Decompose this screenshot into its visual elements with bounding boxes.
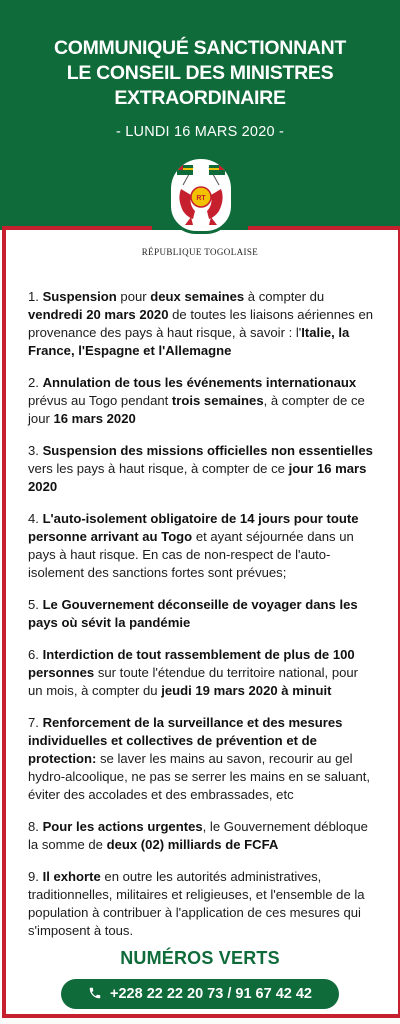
measure-text-run: 5. (28, 597, 43, 612)
measure-text-run: 3. (28, 443, 43, 458)
measure-item-9 (28, 868, 376, 940)
numeros-verts-heading: NUMÉROS VERTS (120, 948, 280, 968)
measure-item-7 (28, 714, 376, 804)
measure-text-run: et ayant séjournée dans un pays à haut risque. En cas de non-respect de l'auto-isolement des sanctions fortes sont prévues; (28, 529, 354, 580)
measure-item-1 (28, 288, 376, 360)
measure-text-run: 1. (28, 289, 43, 304)
measure-text-run: L'auto-isolement obligatoire de 14 jours pour toute personne arrivant au Togo (28, 511, 359, 544)
page-title (0, 36, 400, 111)
togo-coat-of-arms-icon (168, 156, 234, 234)
measure-text-run: 6. (28, 647, 43, 662)
measure-item-4 (28, 510, 376, 582)
measure-text-run: prévus au Togo pendant (28, 393, 172, 408)
measure-text-run: 2. (28, 375, 43, 390)
title-line-2: LE CONSEIL DES MINISTRES (66, 62, 334, 84)
title-line-3: EXTRAORDINAIRE (114, 87, 286, 109)
republique-caption: RÉPUBLIQUE TOGOLAISE (141, 247, 259, 257)
measure-text-run: se laver les mains au savon, recourir au gel hydro-alcoolique, ne pas se serrer les mains en se saluant, éviter des accolades et des embrassades, etc (28, 751, 371, 802)
measure-text-run: à compter du (244, 289, 325, 304)
measure-text-run: 8. (28, 819, 43, 834)
measure-text-run: de toutes les liaisons aériennes en provenance des pays à haut risque, à savoir : l' (28, 307, 374, 340)
measure-text-run: trois semaines (171, 393, 264, 408)
measure-text-run: sur toute l'étendue du territoire national, pour un mois, à compter du (28, 665, 359, 698)
measure-text-run: Il exhorte (42, 869, 101, 884)
measure-item-5 (28, 596, 376, 632)
measure-text-run: Interdiction de tout rassemblement de plus de 100 personnes (28, 647, 355, 680)
measure-text-run: Suspension des missions officielles non essentielles (42, 443, 373, 458)
measure-text-run: Italie, la France, l'Espagne et l'Allemagne (28, 325, 350, 358)
measure-item-3 (28, 442, 376, 496)
measure-text-run: jour 16 mars 2020 (28, 461, 367, 494)
measure-text-run: Annulation de tous les événements internationaux (42, 375, 357, 390)
measure-text-run: 7. (28, 715, 43, 730)
phone-numbers-button[interactable] (61, 979, 339, 1009)
measure-text-run: 4. (28, 511, 43, 526)
measure-item-6 (28, 646, 376, 700)
measure-text-run: pour (116, 289, 151, 304)
measure-text-run: vendredi 20 mars 2020 (28, 307, 169, 322)
measure-item-2 (28, 374, 376, 428)
measure-text-run: deux (02) milliards de FCFA (106, 837, 279, 852)
measure-text-run: en outre les autorités administratives, traditionnelles, militaires et religieuses, et l'ensemble de la population à contribuer à l'application de ces mesures qui s'imposent à tous. (28, 869, 365, 938)
flags-emblem (177, 165, 225, 185)
measure-text-run: Renforcement de la surveillance et des mesures individuelles et collectives de prévention et de protection: (28, 715, 343, 766)
measure-text-run: Suspension (42, 289, 117, 304)
emblem-monogram: RT (196, 195, 206, 202)
date-line: - LUNDI 16 MARS 2020 - (116, 124, 284, 140)
measure-text-run: 9. (28, 869, 43, 884)
measure-text-run: , à compter de ce jour (28, 393, 365, 426)
phone-icon (88, 986, 102, 1000)
measure-text-run: vers les pays à haut risque, à compter de ce (28, 461, 289, 476)
measure-text-run: Le Gouvernement déconseille de voyager dans les pays où sévit la pandémie (28, 597, 358, 630)
measure-item-8 (28, 818, 376, 854)
title-line-1: COMMUNIQUÉ SANCTIONNANT (53, 37, 347, 59)
measure-text-run: 16 mars 2020 (53, 411, 136, 426)
measure-text-run: jeudi 19 mars 2020 à minuit (161, 683, 332, 698)
measure-text-run: deux semaines (150, 289, 245, 304)
measure-text-run: Pour les actions urgentes (42, 819, 203, 834)
measure-text-run: , le Gouvernement débloque la somme de (28, 819, 368, 852)
phone-numbers-text: +228 22 22 20 73 / 91 67 42 42 (110, 986, 312, 1002)
measures-list (28, 288, 376, 940)
